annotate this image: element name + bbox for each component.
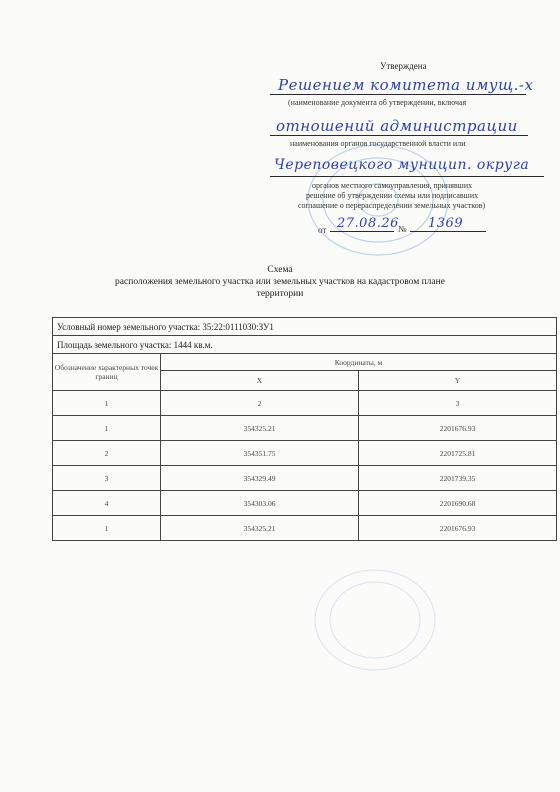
handwritten-date: 27.08.26 [337,216,399,231]
handwritten-number: 1369 [428,216,464,231]
caption-municipality-2: решение об утверждении схемы или подписавших [306,191,479,200]
point-cell: 4 [53,491,161,516]
coords-header: Координаты, м [161,354,557,371]
table-row [53,516,557,541]
number-sign: № [398,224,407,234]
table-row [53,466,557,491]
scheme-subtitle: расположения земельного участка или земельных участков на кадастровом плане [115,277,445,287]
index-cell: 3 [359,391,557,416]
index-cell: 2 [161,391,359,416]
approved-label: Утверждена [380,61,427,71]
table-row [53,491,557,516]
scheme-subtitle-cont: территории [256,289,304,299]
x-header: X [161,371,359,391]
x-cell: 354325.21 [161,516,359,541]
y-cell: 2201739.35 [359,466,557,491]
index-cell: 1 [53,391,161,416]
points-header: Обозначение характерных точек границ [53,354,161,391]
caption-municipality-3: соглашение о перераспределении земельных участков) [298,201,486,210]
table-row [53,416,557,441]
y-cell: 2201676.93 [359,416,557,441]
y-header: Y [359,371,557,391]
index-row [53,391,557,416]
date-underline [330,231,394,232]
y-cell: 2201725.81 [359,441,557,466]
point-cell: 1 [53,516,161,541]
handwritten-authority: отношений администрации [276,117,518,135]
caption-authority: наименования органов государственной власти или [290,139,466,148]
date-prefix: от [318,225,327,235]
coordinates-table [52,317,557,541]
y-cell: 2201690.68 [359,491,557,516]
x-cell: 354351.75 [161,441,359,466]
point-cell: 3 [53,466,161,491]
scheme-title: Схема [267,265,293,275]
parcel-area: Площадь земельного участка: 1444 кв.м. [53,336,557,354]
x-cell: 354325.21 [161,416,359,441]
number-underline [410,231,486,232]
x-cell: 354329.49 [161,466,359,491]
point-cell: 2 [53,441,161,466]
underline-1 [270,94,526,95]
handwritten-document-name: Решением комитета имущ.-х [278,76,534,94]
y-cell: 2201676.93 [359,516,557,541]
underline-2 [270,135,528,136]
caption-municipality-1: органов местного самоуправления, принявших [312,181,473,190]
caption-document-name: (наименование документа об утверждении, включая [288,98,467,107]
parcel-number: Условный номер земельного участка: 35:22:0111030:ЗУ1 [53,318,557,336]
point-cell: 1 [53,416,161,441]
handwritten-municipality: Череповецкого муницип. округа [274,157,530,173]
underline-3 [270,176,544,177]
table-row [53,441,557,466]
x-cell: 354303.06 [161,491,359,516]
faint-stamp-mark [300,560,450,680]
